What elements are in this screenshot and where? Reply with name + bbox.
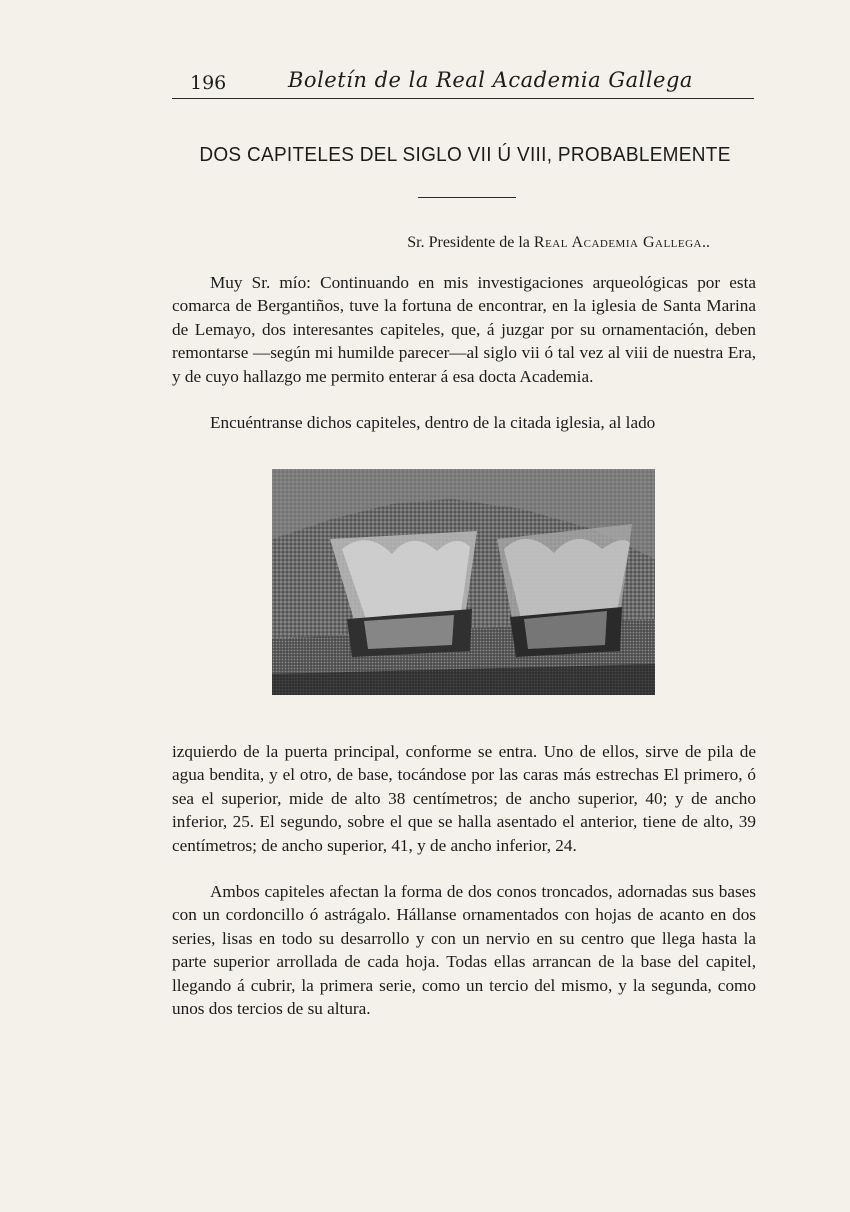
header-rule: [172, 98, 754, 99]
paragraph-4: Ambos capiteles afectan la forma de dos conos troncados, adornadas sus bases con un cordoncillo ó astrágalo. Hállanse ornamentados con hojas de acanto en dos series, lisas en todo su desarrollo y con un nervio en su centro que llega hasta la parte superior arrollada de cada hoja. Todas ellas arrancan de la base del capitel, llegando á cubrir, la primera serie, como un tercio del mismo, y la segunda, como unos dos tercios de su altura.: [172, 882, 756, 1019]
salutation-prefix: Sr. Presidente de la: [407, 234, 534, 251]
article-title: DOS CAPITELES DEL SIGLO VII Ú VIII, PROBABLEMENTE: [199, 144, 731, 167]
capitals-photograph: [272, 469, 655, 695]
salutation-suffix: ..: [702, 234, 710, 251]
title-rule: [418, 197, 516, 198]
salutation: [172, 234, 754, 252]
running-head: Boletín de la Real Academia Gallega: [288, 68, 693, 92]
paragraph-2: Encuéntranse dichos capiteles, dentro de la citada iglesia, al lado: [210, 413, 656, 432]
capitals-photo-illustration: [272, 469, 655, 695]
paragraph-3: izquierdo de la puerta principal, conforme se entra. Uno de ellos, sirve de pila de agua bendita, y el otro, de base, tocándose por las caras más estrechas El primero, ó sea el superior, mide de alto 38 centímetros; de ancho superior, 40; y de ancho inferior, 25. El segundo, sobre el que se halla asentado el anterior, tiene de alto, 39 centímetros; de ancho superior, 41, y de ancho inferior, 24.: [172, 742, 756, 855]
paragraph-1: Muy Sr. mío: Continuando en mis investigaciones arqueológicas por esta comarca de Bergantiños, tuve la fortuna de encontrar, en la iglesia de Santa Marina de Lemayo, dos interesantes capiteles, que, á juzgar por su ornamentación, deben remontarse —según mi humilde parecer—al siglo vii ó tal vez al viii de nuestra Era, y de cuyo hallazgo me permito enterar á esa docta Academia.: [172, 273, 756, 386]
salutation-academy: Real Academia Gallega: [533, 234, 702, 251]
page-number: 196: [190, 72, 227, 94]
page-header: [172, 64, 754, 100]
